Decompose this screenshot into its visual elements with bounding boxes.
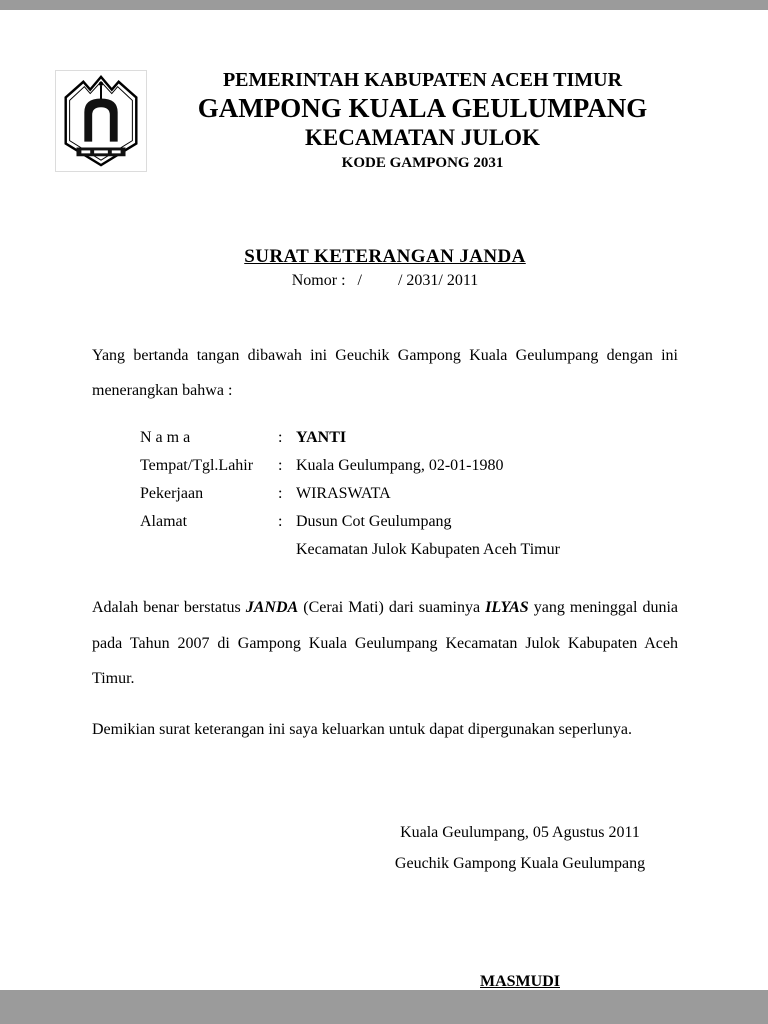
letterhead-line-regency: PEMERINTAH KABUPATEN ACEH TIMUR <box>222 69 623 91</box>
gampong-emblem-logo <box>55 70 147 172</box>
field-value-alamat: Dusun Cot Geulumpang <box>296 513 452 531</box>
title-block <box>92 246 678 290</box>
field-colon: : <box>278 485 283 503</box>
signature-block <box>370 817 670 997</box>
field-label-tempat-tgl-lahir: Tempat/Tgl.Lahir <box>140 457 254 475</box>
husband-name: ILYAS <box>485 599 529 617</box>
opening-paragraph: Yang bertanda tangan dibawah ini Geuchik Gampong Kuala Geulumpang dengan ini menerangkan bahwa : <box>92 347 678 400</box>
letterhead <box>92 68 678 180</box>
field-label-nama: N a m a <box>140 429 191 447</box>
letterhead-line-village: GAMPONG KUALA GEULUMPANG <box>197 93 648 123</box>
status-word-janda: JANDA <box>245 599 299 617</box>
signature-place-date: Kuala Geulumpang, 05 Agustus 2011 <box>400 824 640 842</box>
field-row-nama <box>140 424 678 452</box>
crest-icon <box>56 71 146 171</box>
field-colon: : <box>278 429 283 447</box>
field-colon-empty <box>278 536 296 564</box>
field-value-nama: YANTI <box>296 429 347 447</box>
signature-name: MASMUDI <box>480 972 560 990</box>
document-title: SURAT KETERANGAN JANDA <box>244 246 526 267</box>
field-label-pekerjaan: Pekerjaan <box>140 485 204 503</box>
field-label-empty <box>140 536 278 564</box>
field-value-tempat-tgl-lahir: Kuala Geulumpang, 02-01-1980 <box>296 457 504 475</box>
detail-fields <box>140 424 678 564</box>
field-value-alamat-line2: Kecamatan Julok Kabupaten Aceh Timur <box>296 541 560 559</box>
closing-paragraph: Demikian surat keterangan ini saya keluarkan untuk dapat dipergunakan seperlunya. <box>92 720 632 738</box>
field-value-pekerjaan: WIRASWATA <box>296 485 391 503</box>
status-text-part3: yang meninggal dunia pada Tahun 2007 di Gampong Kuala Geulumpang Kecamatan Julok Kabupaten Aceh Timur. <box>92 599 679 687</box>
letter-page <box>0 10 768 990</box>
status-text-part1: Adalah benar berstatus <box>92 599 246 617</box>
field-row-tempat-tgl-lahir <box>140 452 678 480</box>
field-row-alamat <box>140 508 678 536</box>
letterhead-text <box>167 68 678 173</box>
letterhead-line-code: KODE GAMPONG 2031 <box>341 154 504 171</box>
field-colon: : <box>278 513 283 531</box>
status-text-part2: (Cerai Mati) dari suaminya <box>298 599 486 617</box>
status-paragraph <box>92 590 678 696</box>
signature-role: Geuchik Gampong Kuala Geulumpang <box>394 855 646 873</box>
field-label-alamat: Alamat <box>140 513 188 531</box>
document-number: Nomor : / / 2031/ 2011 <box>291 272 479 289</box>
field-colon: : <box>278 457 283 475</box>
letterhead-line-district: KECAMATAN JULOK <box>305 125 540 151</box>
field-row-pekerjaan <box>140 480 678 508</box>
field-row-alamat-continued <box>140 536 678 564</box>
